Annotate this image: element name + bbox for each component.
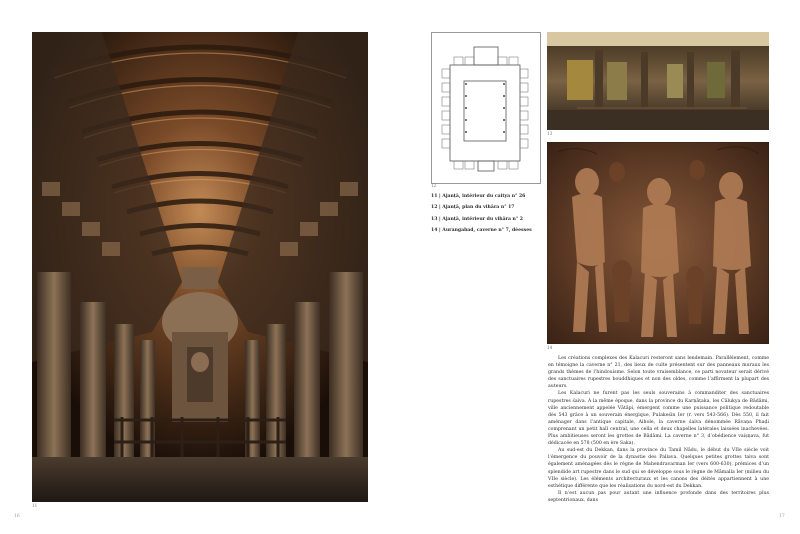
- caption-11: 11 | Ajanṭā, intérieur du caitya n° 26: [431, 194, 526, 199]
- page-number-left: 16: [14, 514, 20, 519]
- vihara-interior-photo: [547, 32, 769, 130]
- caption-13: 13 | Ajanṭā, intérieur du vihāra n° 2: [431, 216, 523, 222]
- page-number-right: 17: [779, 514, 785, 519]
- goddesses-relief-photo: [547, 142, 769, 344]
- figure-number-13: 13: [547, 131, 553, 136]
- caption-list: [431, 194, 541, 240]
- body-paragraph: Les Kalacuri ne furent pas les seuls souverains à commanditer des sanctuaires rupestres śaiva. À la même époque, dans la province du Karṇāṭaka, les Cālukya de Bādāmi, ville anciennement appelée Vātāpi, émergent comme une puissance politique redoutable dès 543 grâce à un souverain énergique, Pulakeśin Ier (r. vers 543-566). Dès 550, il fait aménager dans l’antique capitale, Aihole, la caverne śaiva dénommée Rāvaṇa Phaḍi comprenant un petit hall central, une cella et deux chapelles latérales laissées inachevées. Plus ambitieuses seront les grottes de Bādāmi. La caverne n° 3, d’obédience vaiṣṇava, fut dédicacée en 578 (500 en ère Saka).: [548, 391, 769, 447]
- body-paragraph: Au sud-est du Dekkan, dans la province du Tamil Nādu, le début du VIIe siècle voit l’émergence du pouvoir de la dynastie des Pallava. Quelques petites grottes taiva sont également aménagées dès le règne de Mahendravarman Ier (vers 600-630), prémices d’un splendide art rupestre dans le sud qui se développe sous le règne de Māmalla Ier (milieu du VIIe siècle). Les éléments architecturaux et les canons des déités appartiennent à une esthétique différente que les réalisations du nord-est du Dekkan.: [548, 448, 769, 489]
- figure-number-14: 14: [547, 345, 553, 350]
- chaitya-interior-photo: [32, 32, 368, 502]
- body-paragraph: Les créations complexes des Kalacuri resteront sans lendemain. Parallèlement, comme en témoigne la caverne n° 21, des lieux de culte présentent sur des panneaux muraux les grands thèmes de l’hindouisme. Selon toute vraisemblance, ce parti novateur serait dérivé des sanctuaires rupestres bouddhiques et non des oldes, comme l’affirment la plupart des auteurs.: [548, 356, 769, 390]
- body-paragraph: Il n’est aucun pas pour autant une influence profonde dans des territoires plus septentrionaux, dans: [548, 490, 769, 503]
- caption-14: 14 | Aurangabad, caverne n° 7, déesses: [431, 228, 532, 234]
- caption-12: 12 | Ajanṭā, plan du vihāra n° 17: [431, 205, 515, 211]
- vihara-floor-plan: [431, 32, 541, 184]
- body-text: [548, 355, 769, 504]
- figure-number-11: 11: [32, 503, 38, 508]
- figure-number-12: 12: [431, 183, 437, 188]
